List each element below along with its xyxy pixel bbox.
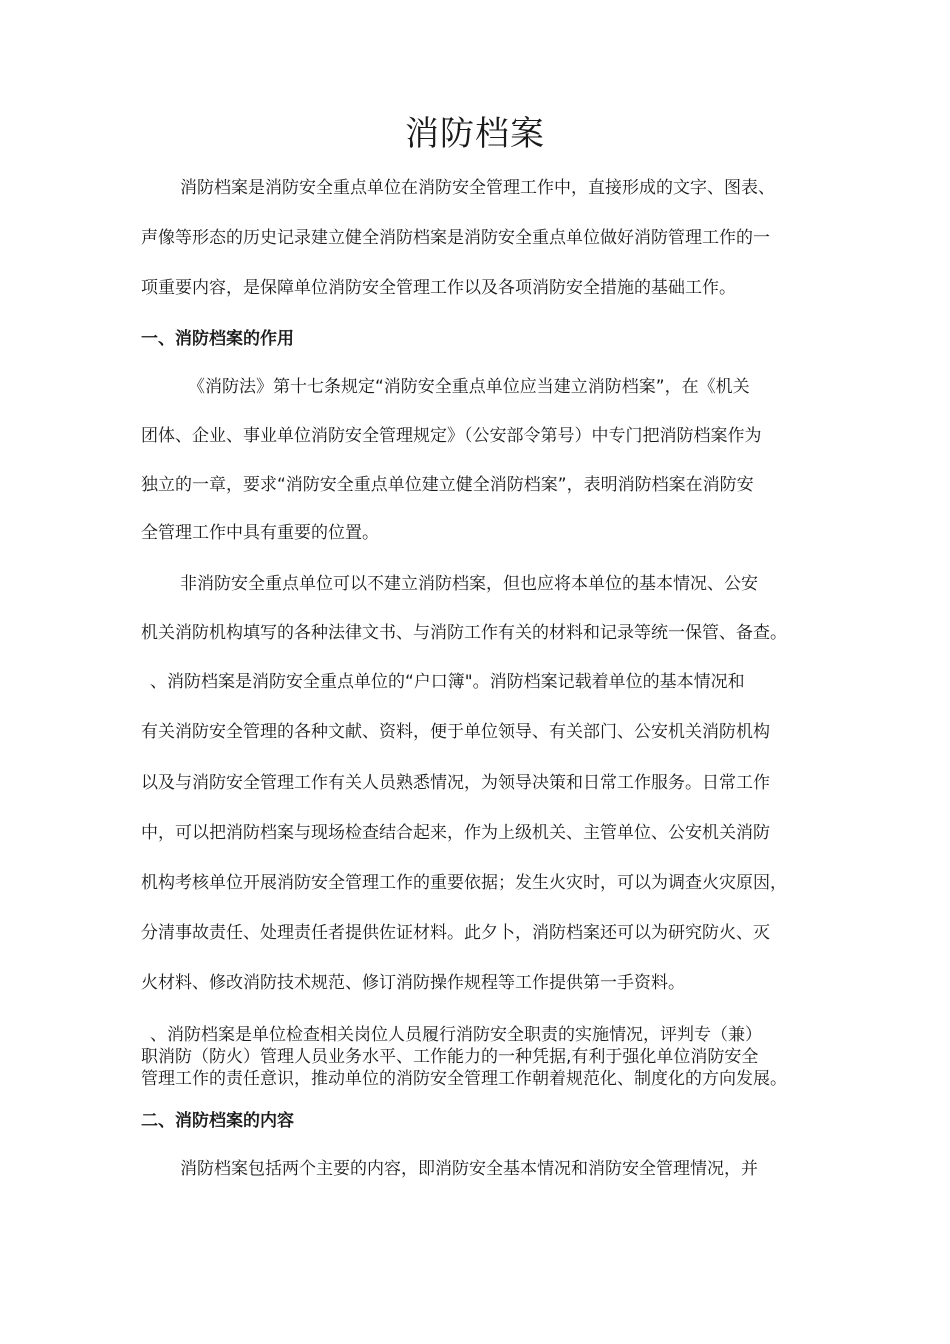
paragraph-line: 全管理工作中具有重要的位置。 bbox=[141, 523, 379, 543]
paragraph-line: 分清事故责任、处理责任者提供佐证材料。此夕卜，消防档案还可以为研究防火、灭 bbox=[141, 923, 770, 943]
paragraph-line: 机关消防机构填写的各种法律文书、与消防工作有关的材料和记录等统一保管、备查。 bbox=[141, 623, 787, 643]
paragraph-line: 中，可以把消防档案与现场检查结合起来，作为上级机关、主管单位、公安机关消防 bbox=[141, 823, 770, 843]
paragraph-line: 、消防档案是消防安全重点单位的“户口簿"。消防档案记载着单位的基本情况和 bbox=[150, 672, 745, 692]
paragraph-line: 《消防法》第十七条规定“消防安全重点单位应当建立消防档案”，在《机关 bbox=[188, 377, 750, 397]
paragraph-line: 消防档案包括两个主要的内容，即消防安全基本情况和消防安全管理情况，并 bbox=[180, 1159, 758, 1179]
paragraph-line: 机构考核单位开展消防安全管理工作的重要依据；发生火灾时，可以为调查火灾原因， bbox=[141, 873, 787, 893]
page-title: 消防档案 bbox=[405, 114, 545, 154]
paragraph-line: 项重要内容，是保障单位消防安全管理工作以及各项消防安全措施的基础工作。 bbox=[141, 278, 736, 298]
section-heading: 一、消防档案的作用 bbox=[141, 329, 294, 349]
paragraph-line: 有关消防安全管理的各种文献、资料，便于单位领导、有关部门、公安机关消防机构 bbox=[141, 722, 770, 742]
paragraph-line: 声像等形态的历史记录建立健全消防档案是消防安全重点单位做好消防管理工作的一 bbox=[141, 228, 770, 248]
paragraph-line: 消防档案是消防安全重点单位在消防安全管理工作中，直接形成的文字、图表、 bbox=[180, 178, 775, 198]
paragraph-line: 、消防档案是单位检查相关岗位人员履行消防安全职责的实施情况，评判专（兼） bbox=[150, 1025, 762, 1045]
paragraph-line: 火材料、修改消防技术规范、修订消防操作规程等工作提供第一手资料。 bbox=[141, 973, 685, 993]
paragraph-line: 职消防（防火）管理人员业务水平、工作能力的一种凭据,有利于强化单位消防安全 bbox=[141, 1047, 759, 1067]
paragraph-line: 非消防安全重点单位可以不建立消防档案，但也应将本单位的基本情况、公安 bbox=[180, 574, 758, 594]
paragraph-line: 以及与消防安全管理工作有关人员熟悉情况，为领导决策和日常工作服务。日常工作 bbox=[141, 773, 770, 793]
section-heading: 二、消防档案的内容 bbox=[141, 1111, 294, 1131]
paragraph-line: 管理工作的责任意识，推动单位的消防安全管理工作朝着规范化、制度化的方向发展。 bbox=[141, 1069, 787, 1089]
paragraph-line: 独立的一章，要求“消防安全重点单位建立健全消防档案”，表明消防档案在消防安 bbox=[141, 475, 754, 495]
paragraph-line: 团体、企业、事业单位消防安全管理规定》（公安部令第号）中专门把消防档案作为 bbox=[141, 426, 762, 446]
